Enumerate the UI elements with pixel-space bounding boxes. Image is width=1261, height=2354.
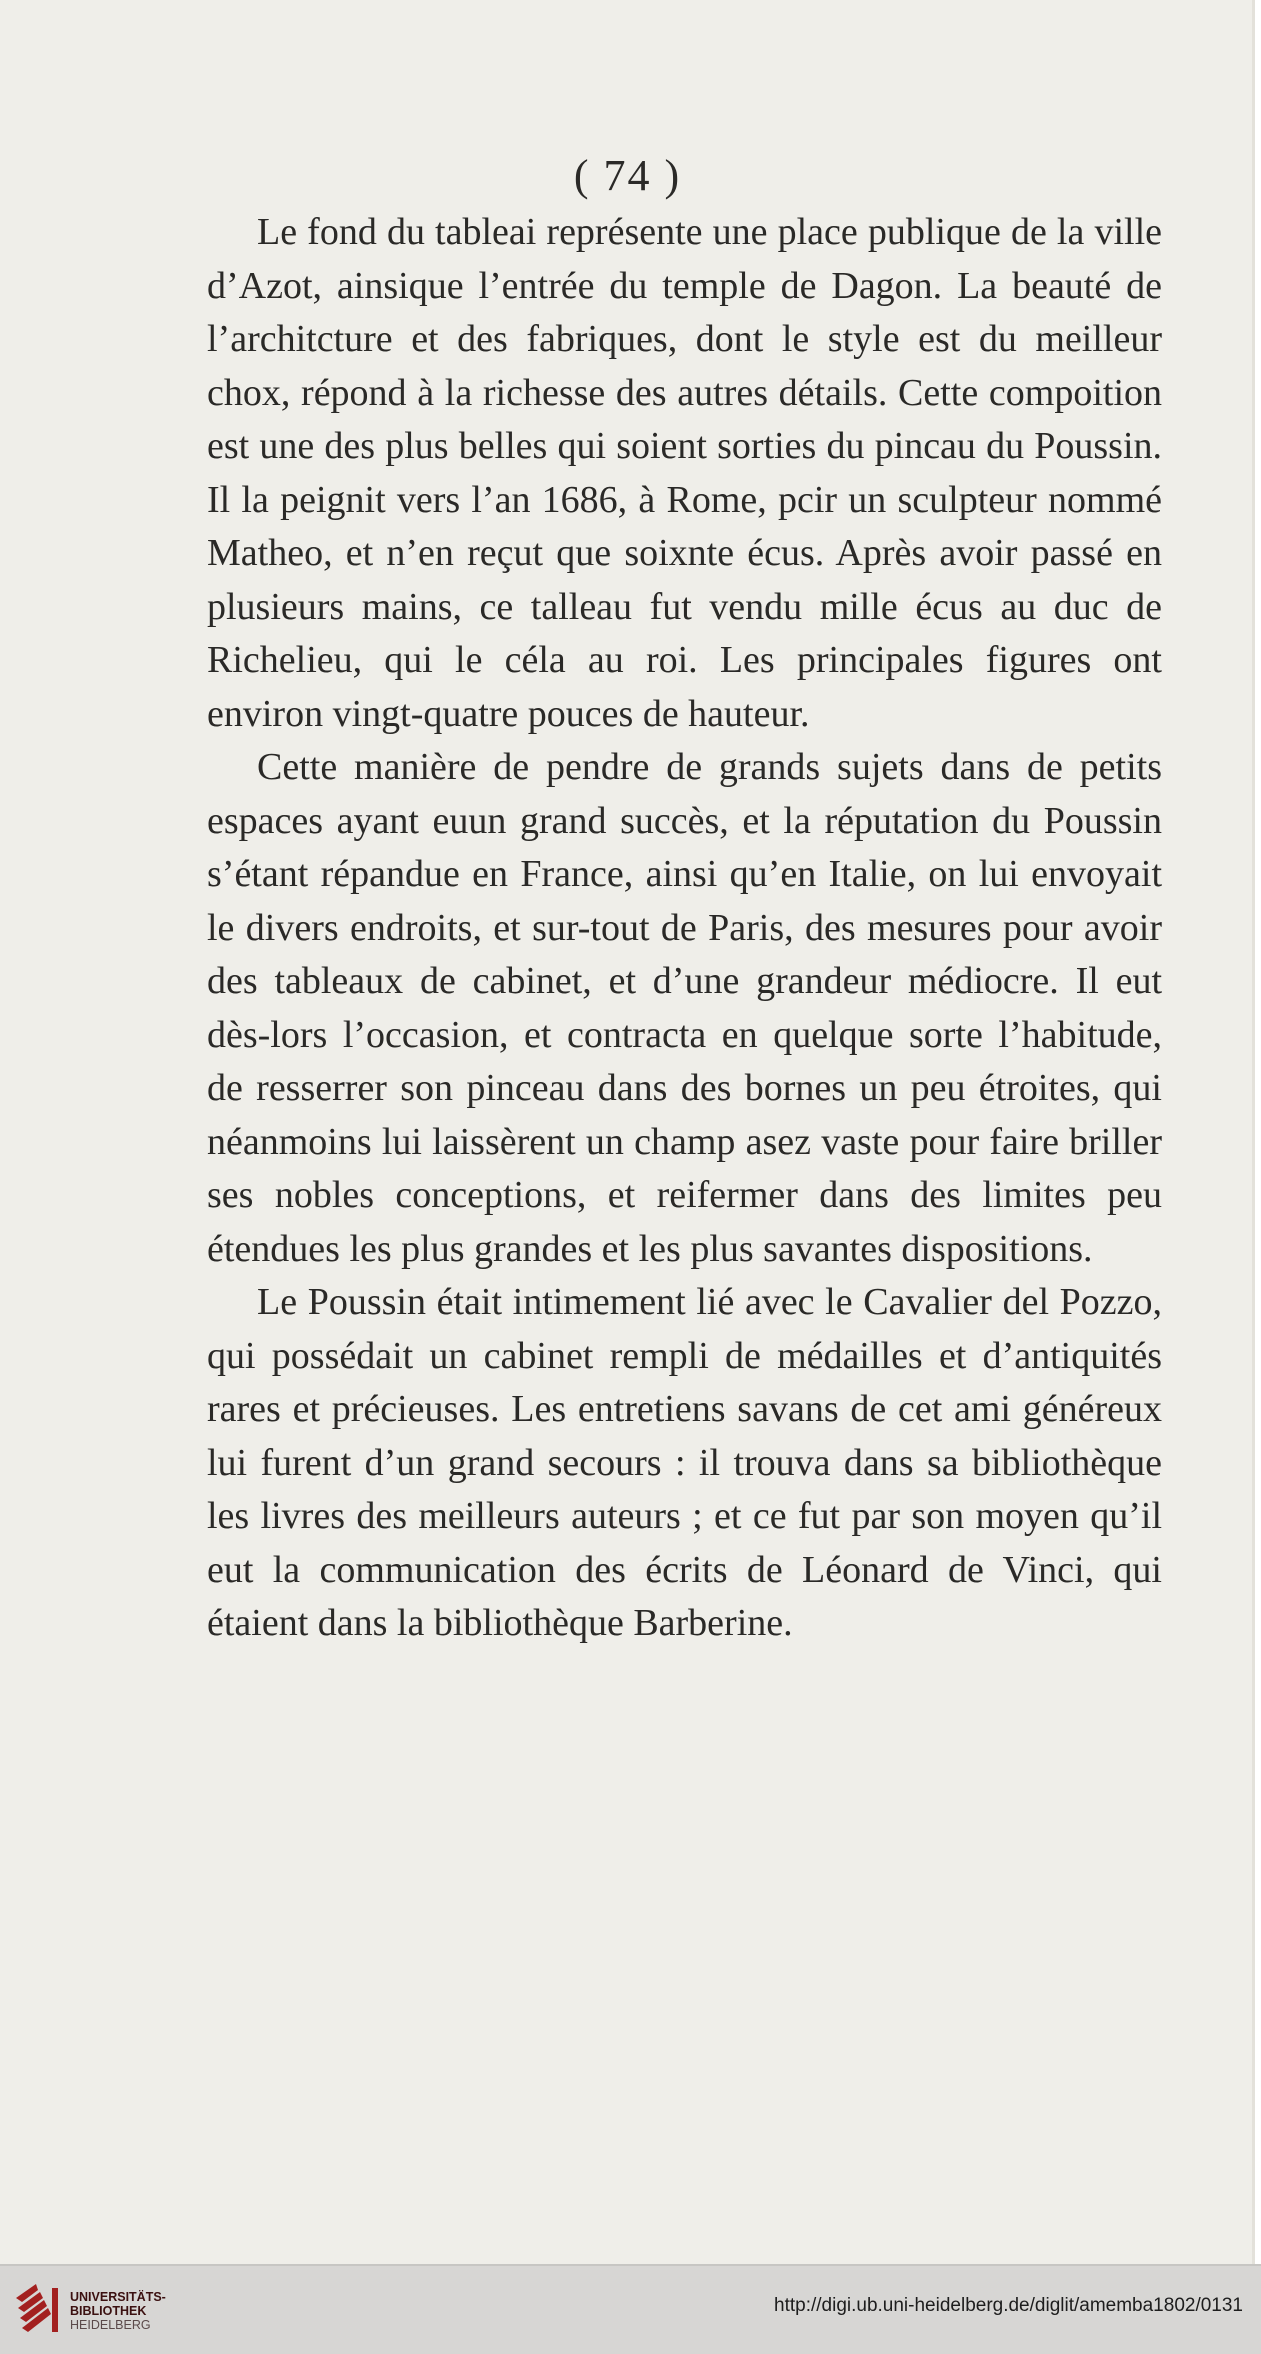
heidelberg-library-logo-icon[interactable] [12, 2280, 64, 2338]
paragraph-1: Le fond du tableai représente une place publique de la ville d’Azot, ainsique l’entrée du temple de Dagon. La beauté de l’architcture et des fabriques, dont le style est du meilleur chox, répond à la richesse des autres détails. Cette compoition est une des plus belles qui soient sorties du pincau du Poussin. Il la peignit vers l’an 1686, à Rome, pcir un sculpteur nommé Matheo, et n’en reçut que soixnte écus. Après avoir passé en plusieurs mains, ce talleau fut vendu mille écus au duc de Richelieu, qui le céla au roi. Les principales figures ont environ vingt-quatre pouces de hauteur. [207, 211, 1162, 735]
permalink-url[interactable]: http://digi.ub.uni-heidelberg.de/diglit/amemba1802/0131 [774, 2295, 1243, 2316]
library-name-line-3: HEIDELBERG [70, 2318, 151, 2332]
paragraph-3: Le Poussin était intimement lié avec le Cavalier del Pozzo, qui possédait un cabinet rempli de médailles et d’antiquités rares et précieuses. Les entretiens savans de cet ami généreux lui furent d’un grand secours : il trouva dans sa bibliothèque les livres des meilleurs auteurs ; et ce fut par son moyen qu’il eut la communication des écrits de Léonard de Vinci, qui étaient dans la bibliothèque Barberine. [207, 1281, 1162, 1644]
paragraph-2: Cette manière de pendre de grands sujets dans de petits espaces ayant euun grand succès, et la réputation du Poussin s’étant répandue en France, ainsi qu’en Italie, on lui envoyait le divers endroits, et sur-tout de Paris, des mesures pour avoir des tableaux de cabinet, et d’une grandeur médiocre. Il eut dès-lors l’occasion, et contracta en quelque sorte l’habitude, de resserrer son pinceau dans des bornes un peu étroites, qui néanmoins lui laissèrent un champ asez vaste pour faire briller ses nobles conceptions, et reifermer dans des limites peu étendues les plus grandes et les plus savantes dispositions. [207, 746, 1162, 1270]
library-name-line-2: BIBLIOTHEK [70, 2304, 147, 2318]
footer-bar [0, 2264, 1261, 2354]
body-text [207, 206, 1162, 1651]
library-name-line-1: UNIVERSITÄTS- [70, 2290, 166, 2304]
page-number: ( 74 ) [573, 151, 682, 200]
library-name [70, 2290, 166, 2332]
